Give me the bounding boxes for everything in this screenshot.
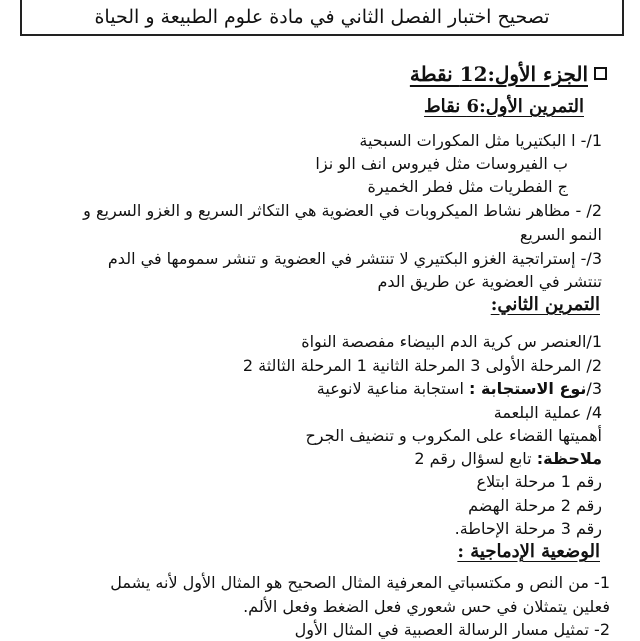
response-prefix: 3/: [586, 379, 602, 398]
ex1-line-4: 2/ - مظاهر نشاط الميكروبات في العضوية هي التكاثر السريع و الغزو السريع و: [83, 201, 602, 220]
ex2-line-1: 1/العنصر س كرية الدم البيضاء مفصصة النواة: [301, 332, 602, 351]
ex1-line-7: تنتشر في العضوية عن طريق الدم: [377, 272, 602, 291]
integration-heading: الوضعية الإدماجية :: [457, 541, 600, 562]
note-label: ملاحظة:: [536, 449, 602, 468]
ex2-line-response: [317, 378, 602, 400]
ex1-line-2: ب الفيروسات مثل فيروس انف الو نزا: [315, 154, 568, 173]
ex1-line-3: ج الفطريات مثل فطر الخميرة: [367, 177, 568, 196]
page-title: تصحيح اختبار الفصل الثاني في مادة علوم الطبيعة و الحياة: [20, 0, 624, 36]
integration-line-1: 1- من النص و مكتسباتي المعرفية المثال الصحيح هو المثال الأول لأنه يشمل: [110, 573, 610, 592]
ex1-line-6: 3/- إستراتجية الغزو البكتيري لا تنتشر في العضوية و تنشر سمومها في الدم: [107, 249, 602, 268]
ex2-step-3: رقم 3 مرحلة الإحاطة.: [454, 519, 602, 538]
ex1-line-5: النمو السريع: [519, 225, 602, 244]
part1-heading: الجزء الأول:12 نقطة: [409, 62, 588, 86]
ex2-line-2: 2/ المرحلة الأولى 3 المرحلة الثانية 1 المرحلة الثالثة 2: [242, 356, 602, 375]
integration-line-3: 2- تمثيل مسار الرسالة العصبية في المثال الأول: [294, 620, 610, 639]
exercise1-heading: التمرين الأول:6 نقاط: [424, 96, 584, 117]
ex2-note: [414, 448, 602, 470]
exercise2-heading: التمرين الثاني:: [490, 294, 600, 315]
ex1-line-1: 1/- ا البكتيريا مثل المكورات السبحية: [359, 131, 602, 150]
response-label: نوع الاستجابة :: [469, 379, 587, 398]
ex2-line-5: أهميتها القضاء على المكروب و تنضيف الجرح: [305, 426, 602, 445]
ex2-step-2: رقم 2 مرحلة الهضم: [468, 496, 602, 515]
checkbox-icon: [594, 67, 607, 80]
integration-line-2: فعلين يتمثلان في حس شعوري فعل الضغط وفعل الألم.: [243, 597, 610, 616]
ex2-step-1: رقم 1 مرحلة ابتلاع: [476, 472, 602, 491]
note-value: تابع لسؤال رقم 2: [414, 449, 537, 468]
response-value: استجابة مناعية لانوعية: [316, 379, 469, 398]
ex2-line-4: 4/ عملية البلعمة: [493, 403, 602, 422]
